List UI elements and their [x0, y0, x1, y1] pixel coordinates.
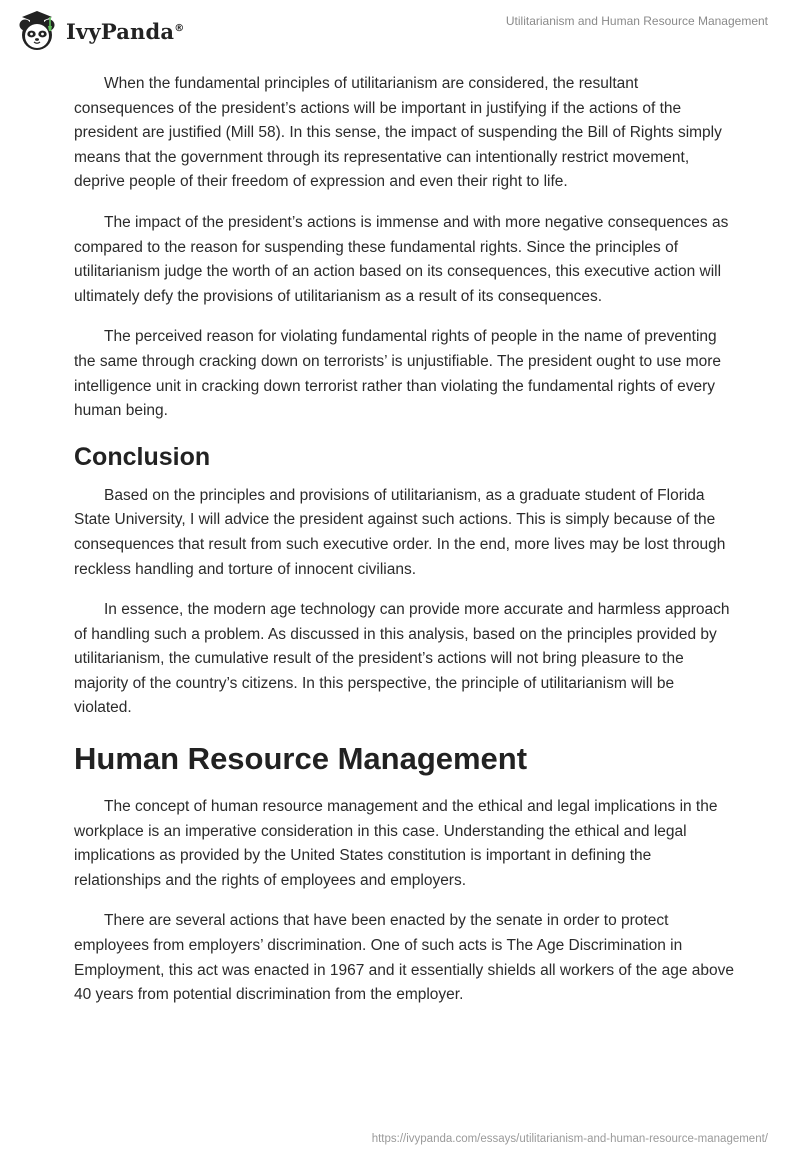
conclusion-heading: Conclusion — [74, 442, 211, 471]
paragraph: In essence, the modern age technology can provide more accurate and harmless approach of handling such a problem. As discussed in this analysis, based on the principles provided by utilitarianism, the cumulative result of the president’s actions will not bring pleasure to the majority of the country’s citizens. In this perspective, the principle of utilitarianism will be violated. — [74, 601, 730, 717]
brand-name — [66, 19, 184, 44]
paragraph: There are several actions that have been enacted by the senate in order to protect employees from employers’ discrimination. One of such acts is The Age Discrimination in Employment, this act was enacted in 1967 and it essentially shields all workers of the age above 40 years from potential discrimination from the employer. — [74, 912, 734, 1004]
paragraph: The impact of the president’s actions is immense and with more negative consequences as compared to the reason for suspending these fundamental rights. Since the principles of utilitarianism judge the worth of an action based on its consequences, this executive action will ultimately defy the provisions of utilitarianism as a result of its consequences. — [74, 213, 729, 305]
source-url[interactable]: https://ivypanda.com/essays/utilitarianism-and-human-resource-management/ — [371, 1133, 768, 1145]
hrm-heading: Human Resource Management — [74, 741, 528, 777]
brand-label: IvyPanda — [66, 18, 175, 44]
paragraph: The concept of human resource management and the ethical and legal implications in the workplace is an imperative consideration in this case. Understanding the ethical and legal implications as provided by the United States constitution is important in defining the relationships and the rights of employees and employers. — [74, 798, 718, 889]
paragraph: When the fundamental principles of utilitarianism are considered, the resultant consequences of the president’s actions will be important in justifying if the actions of the president are justified (Mill 58). In this sense, the impact of suspending the Bill of Rights simply means that the government through its representative can intentionally restrict movement, deprive people of their freedom of expression and even their right to life. — [74, 75, 722, 191]
paragraph: Based on the principles and provisions of utilitarianism, as a graduate student of Florida State University, I will advice the president against such actions. This is simply because of the consequences that result from such executive order. In the end, more lives may be lost through reckless handling and torture of innocent civilians. — [74, 486, 726, 578]
essay-content — [74, 72, 734, 1024]
document-title: Utilitarianism and Human Resource Management — [505, 14, 768, 28]
paragraph: The perceived reason for violating fundamental rights of people in the name of preventing the same through cracking down on terrorists’ is unjustifiable. The president ought to use more intelligence unit in cracking down terrorist rather than violating the fundamental rights of every human being. — [74, 328, 722, 420]
ivypanda-logo[interactable] — [14, 8, 184, 54]
page-header — [0, 0, 800, 64]
panda-graduate-icon — [14, 8, 60, 54]
registered-mark: ® — [174, 22, 185, 34]
